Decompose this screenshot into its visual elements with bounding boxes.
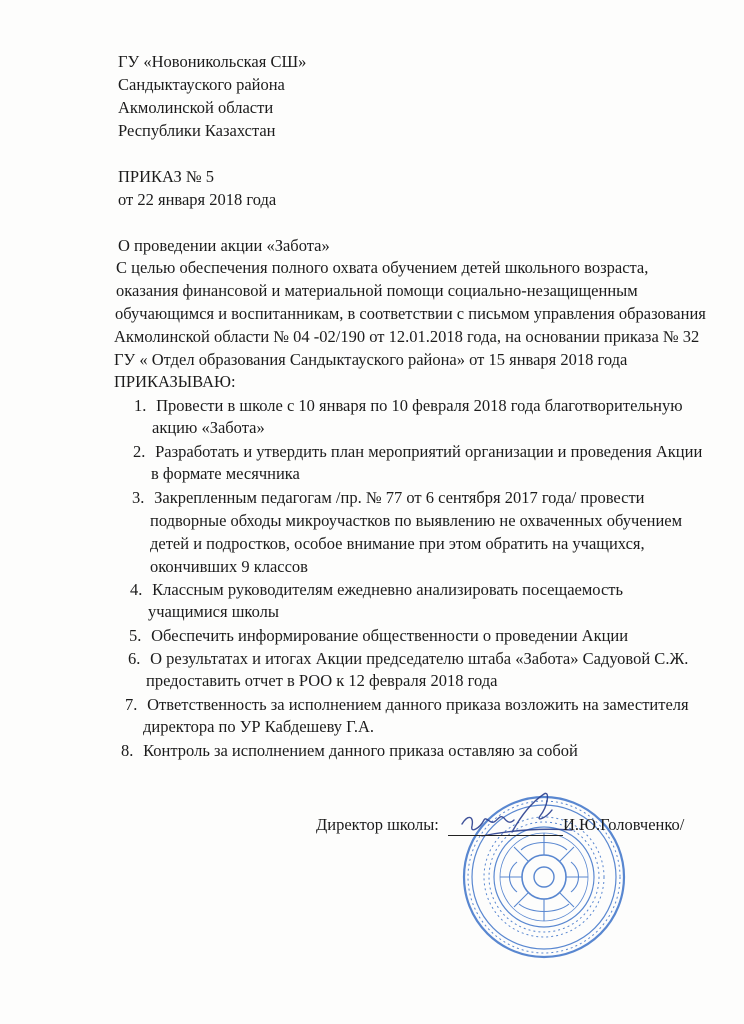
item-number: 3.: [132, 488, 145, 507]
preamble-line: С целью обеспечения полного охвата обучением детей школьного возраста,: [116, 258, 649, 277]
item-text-continued: окончивших 9 классов: [150, 557, 308, 576]
item-text: Классным руководителям ежедневно анализировать посещаемость: [152, 580, 624, 599]
preamble-line: оказания финансовой и материальной помощи социально-незащищенным: [116, 281, 638, 300]
decree-word: ПРИКАЗЫВАЮ:: [114, 372, 236, 391]
order-subject: О проведении акции «Забота»: [118, 236, 330, 255]
item-text: Обеспечить информирование общественности о проведении Акции: [151, 626, 629, 645]
list-item: [134, 396, 683, 416]
list-item: [121, 741, 578, 761]
item-text-continued: учащимися школы: [148, 602, 279, 621]
signatory-title: Директор школы:: [316, 815, 439, 834]
item-text: Ответственность за исполнением данного приказа возложить на заместителя: [147, 695, 689, 714]
order-date: от 22 января 2018 года: [118, 190, 277, 209]
item-text-continued: детей и подростков, особое внимание при этом обратить на учащихся,: [150, 534, 645, 553]
item-text-continued: в формате месячника: [151, 464, 300, 483]
item-number: 7.: [125, 695, 138, 714]
list-item: [133, 442, 702, 462]
preamble-line: обучающимся и воспитанникам, в соответствии с письмом управления образования: [115, 304, 706, 323]
item-number: 1.: [134, 396, 147, 415]
list-item: [129, 626, 628, 646]
item-number: 4.: [130, 580, 143, 599]
list-item: [130, 580, 623, 600]
item-text-continued: директора по УР Кабдешеву Г.А.: [143, 717, 375, 736]
item-text-continued: предоставить отчет в РОО к 12 февраля 2018 года: [146, 671, 498, 690]
preamble-line: Акмолинской области № 04 -02/190 от 12.01.2018 года, на основании приказа № 32: [114, 327, 700, 346]
order-title: ПРИКАЗ № 5: [118, 167, 215, 186]
list-item: [132, 488, 645, 508]
signatory-name: И.Ю.Головченко/: [563, 815, 685, 834]
item-number: 2.: [133, 442, 146, 461]
item-text: Закрепленным педагогам /пр. № 77 от 6 сентября 2017 года/ провести: [154, 488, 645, 507]
item-text: О результатах и итогах Акции председателю штаба «Забота» Садуовой С.Ж.: [150, 649, 689, 668]
list-item: [128, 649, 688, 669]
preamble-line: ГУ « Отдел образования Сандыктауского района» от 15 января 2018 года: [114, 350, 628, 369]
item-text: Разработать и утвердить план мероприятий организации и проведения Акции: [155, 442, 703, 461]
org-district: Сандыктауского района: [118, 75, 285, 94]
item-number: 6.: [128, 649, 141, 668]
item-text: Контроль за исполнением данного приказа оставляю за собой: [143, 741, 578, 760]
item-text-continued: подворные обходы микроучастков по выявлению не охваченных обучением: [150, 511, 683, 530]
item-number: 8.: [121, 741, 134, 760]
org-region: Акмолинской области: [118, 98, 274, 117]
item-number: 5.: [129, 626, 142, 645]
item-text-continued: акцию «Забота»: [152, 418, 265, 437]
org-name: ГУ «Новоникольская СШ»: [118, 52, 307, 71]
signature-line: [448, 835, 563, 836]
item-text: Провести в школе с 10 января по 10 февраля 2018 года благотворительную: [156, 396, 683, 415]
list-item: [125, 695, 689, 715]
org-country: Республики Казахстан: [118, 121, 276, 140]
